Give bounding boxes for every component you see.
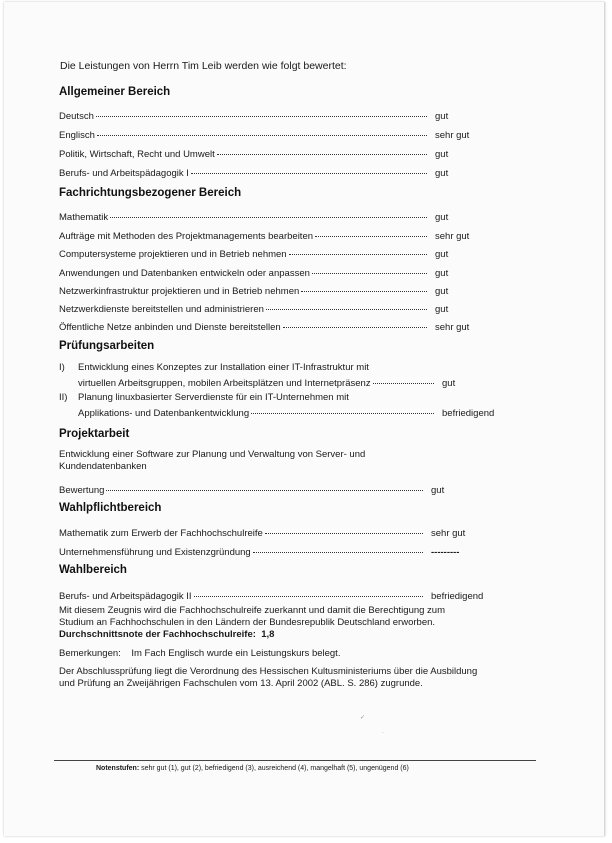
- fhr-statement-line1: Mit diesem Zeugnis wird die Fachhochschulreife zuerkannt und damit die Berechtigung zum: [59, 605, 446, 616]
- grade-value: ---------: [431, 547, 460, 558]
- exam-text-line2: virtuellen Arbeitsgruppen, mobilen Arbeitsplätzen und Internetpräsenz: [78, 378, 371, 389]
- intro-text: Die Leistungen von Herrn Tim Leib werden wie folgt bewertet:: [60, 60, 347, 72]
- grade-row: [59, 207, 499, 221]
- subject-label: Berufs- und Arbeitspädagogik II: [59, 591, 192, 602]
- grade-row: [59, 586, 495, 600]
- dot-leader: [312, 261, 427, 274]
- subject-label: Englisch: [59, 130, 95, 141]
- grade-scale-footer: [96, 765, 409, 772]
- remarks-text: Im Fach Englisch wurde ein Leistungskurs belegt.: [131, 648, 341, 659]
- section-title-pruefung: Prüfungsarbeiten: [59, 340, 155, 352]
- dot-leader: [96, 104, 427, 117]
- exam-grade-line: [78, 375, 508, 390]
- dot-leader: [373, 373, 434, 384]
- section-title-projekt: Projektarbeit: [59, 428, 130, 440]
- subject-label: Deutsch: [59, 111, 94, 122]
- section-title-wahlpflicht: Wahlpflichtbereich: [59, 502, 162, 514]
- grade-scale-label: Notenstufen:: [96, 765, 140, 772]
- grade-row: [59, 281, 499, 295]
- section-title-allgemein: Allgemeiner Bereich: [59, 86, 171, 98]
- scan-mark: ·: [382, 730, 384, 736]
- average-grade-value: 1,8: [261, 629, 275, 640]
- dot-leader: [110, 205, 427, 218]
- dot-leader: [253, 540, 423, 553]
- grade-value: gut: [435, 286, 449, 297]
- grade-row: [59, 144, 499, 158]
- grade-value: gut: [435, 304, 449, 315]
- subject-label: Bewertung: [59, 485, 105, 496]
- grade-value: gut: [435, 249, 449, 260]
- dot-leader: [301, 279, 427, 292]
- grade-row: [59, 106, 499, 120]
- subject-label: Mathematik: [59, 212, 109, 223]
- exam-number: II): [59, 392, 68, 403]
- average-grade-label: Durchschnittsnote der Fachhochschulreife:: [59, 629, 256, 640]
- exam-text-line1: Entwicklung eines Konzeptes zur Installation einer IT-Infrastruktur mit: [78, 362, 369, 373]
- subject-label: Anwendungen und Datenbanken entwickeln oder anpassen: [59, 268, 310, 279]
- dot-leader: [266, 297, 427, 310]
- remarks-label: Bemerkungen:: [59, 648, 121, 659]
- grade-value: gut: [435, 212, 449, 223]
- remarks-line: [59, 648, 340, 660]
- dot-leader: [283, 315, 427, 328]
- grade-value: befriedigend: [431, 591, 484, 602]
- subject-label: Mathematik zum Erwerb der Fachhochschulreife: [59, 528, 263, 539]
- dot-leader: [194, 584, 423, 597]
- dot-leader: [217, 142, 427, 155]
- subject-label: Öffentliche Netze anbinden und Dienste bereitstellen: [59, 322, 281, 333]
- grade-row: [59, 523, 495, 537]
- dot-leader: [289, 242, 427, 255]
- subject-label: Computersysteme projektieren und in Betrieb nehmen: [59, 249, 287, 260]
- dot-leader: [191, 161, 427, 174]
- subject-label: Berufs- und Arbeitspädagogik I: [59, 168, 189, 179]
- subject-label: Politik, Wirtschaft, Recht und Umwelt: [59, 149, 215, 160]
- regulation-line1: Der Abschlussprüfung liegt die Verordnung des Hessischen Kultusministeriums über die Ausbildung: [59, 666, 478, 677]
- grade-row: [59, 125, 499, 139]
- dot-leader: [315, 224, 427, 237]
- section-title-wahl: Wahlbereich: [59, 564, 127, 576]
- grade-value: sehr gut: [435, 130, 470, 141]
- grade-value: gut: [435, 168, 449, 179]
- exam-text-line1: Planung linuxbasierter Serverdienste für ein IT-Unternehmen mit: [78, 392, 349, 403]
- exam-grade-line: [78, 405, 508, 420]
- subject-label: Netzwerkinfrastruktur projektieren und in Betrieb nehmen: [59, 286, 300, 297]
- grade-value: gut: [435, 149, 449, 160]
- grade-row: [59, 163, 499, 177]
- grade-value: gut: [442, 378, 456, 389]
- exam-text-line2: Applikations- und Datenbankentwicklung: [78, 408, 250, 419]
- certificate-page: [4, 2, 605, 836]
- section-title-fachrichtung: Fachrichtungsbezogener Bereich: [59, 187, 242, 199]
- dot-leader: [265, 521, 423, 534]
- grade-value: sehr gut: [435, 322, 470, 333]
- grade-value: sehr gut: [435, 231, 470, 242]
- grade-row: [59, 542, 495, 556]
- dot-leader: [97, 123, 427, 136]
- grade-row: [59, 317, 499, 331]
- grade-scale-text: sehr gut (1), gut (2), befriedigend (3), ausreichend (4), mangelhaft (5), ungenügend (6): [141, 765, 409, 772]
- dot-leader: [106, 478, 423, 491]
- dot-leader: [251, 403, 434, 414]
- exam-number: I): [59, 362, 65, 373]
- grade-row: [59, 244, 499, 258]
- grade-value: gut: [435, 268, 449, 279]
- scan-mark: ✓: [360, 715, 366, 721]
- subject-label: Unternehmensführung und Existenzgründung: [59, 547, 251, 558]
- average-grade-line: [59, 629, 274, 641]
- grade-row: [59, 226, 499, 240]
- grade-value: befriedigend: [442, 408, 495, 419]
- fhr-statement-line2: Studium an Fachhochschulen in den Ländern der Bundesrepublik Deutschland erworben.: [59, 617, 436, 628]
- grade-value: gut: [431, 485, 445, 496]
- regulation-line2: und Prüfung an Zweijährigen Fachschulen vom 13. April 2002 (ABL. S. 286) zugrunde.: [59, 678, 423, 689]
- grade-value: gut: [435, 111, 449, 122]
- grade-value: sehr gut: [431, 528, 466, 539]
- grade-row: [59, 480, 495, 494]
- subject-label: Aufträge mit Methoden des Projektmanagements bearbeiten: [59, 231, 314, 242]
- footer-divider: [54, 760, 536, 761]
- project-description-line2: Kundendatenbanken: [59, 461, 147, 472]
- subject-label: Netzwerkdienste bereitstellen und administrieren: [59, 304, 264, 315]
- grade-row: [59, 299, 499, 313]
- project-description-line1: Entwicklung einer Software zur Planung und Verwaltung von Server- und: [59, 449, 366, 460]
- grade-row: [59, 263, 499, 277]
